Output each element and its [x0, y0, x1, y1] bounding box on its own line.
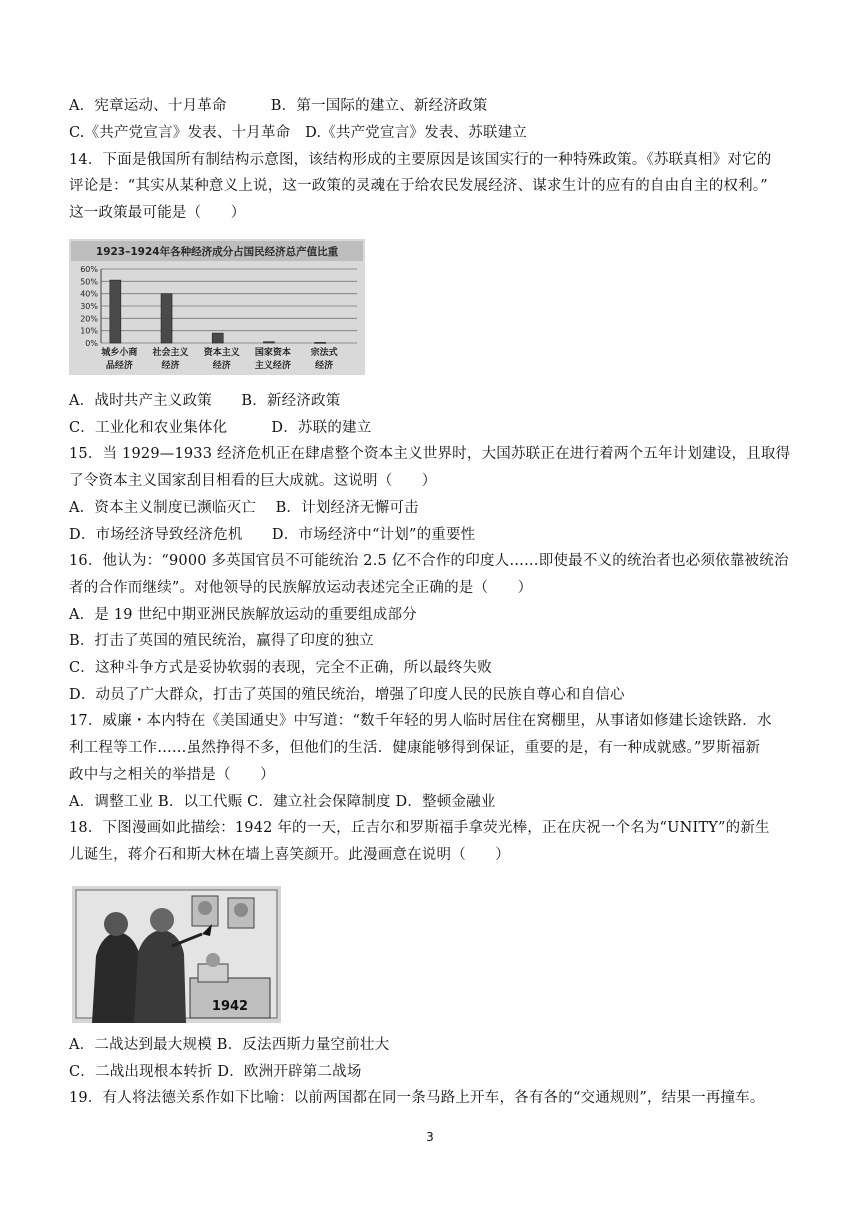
text-line: 18．下图漫画如此描绘：1942 年的一天，丘吉尔和罗斯福手拿荧光棒，正在庆祝一个名为“UNITY”的新生: [69, 820, 770, 836]
text-line: C.《共产党宣言》发表、十月革命 D.《共产党宣言》发表、苏联建立: [69, 125, 528, 141]
y-tick-label: 0%: [85, 339, 98, 348]
text-line: 了令资本主义国家刮目相看的巨大成就。这说明（ ）: [69, 473, 437, 489]
bar-2: [161, 294, 172, 343]
text-line: C．这种斗争方式是妥协软弱的表现，完全不正确，所以最终失败: [69, 660, 492, 676]
text-line: 14．下面是俄国所有制结构示意图，该结构形成的主要原因是该国实行的一种特殊政策。《苏联真相》对它的: [69, 152, 772, 168]
bar-1: [110, 280, 121, 343]
text-line: 利工程等工作……虽然挣得不多，但他们的生活．健康能够得到保证，重要的是，有一种成就感。”罗斯福新: [69, 740, 761, 756]
text-line: C．工业化和农业集体化 D．苏联的建立: [69, 420, 372, 436]
x-tick-label: 经济: [161, 361, 180, 371]
text-line: A．调整工业 B．以工代赈 C．建立社会保障制度 D．整顿金融业: [69, 794, 496, 810]
text-line: 15．当 1929—1933 经济危机正在肆虐整个资本主义世界时，大国苏联正在进行着两个五年计划建设，且取得: [69, 446, 791, 462]
y-tick-label: 20%: [80, 314, 98, 324]
text-line: 这一政策最可能是（ ）: [69, 205, 246, 221]
x-tick-label: 经济: [315, 361, 334, 371]
text-line: 评论是：“其实从某种意义上说，这一政策的灵魂在于给农民发展经济、谋求生计的应有的自由自主的权利。”: [69, 178, 768, 194]
text-line: 儿诞生，蒋介石和斯大林在墙上喜笑颜开。此漫画意在说明（ ）: [69, 847, 510, 863]
text-line: C．二战出现根本转折 D．欧洲开辟第二战场: [69, 1064, 362, 1080]
y-tick-label: 30%: [80, 302, 98, 311]
unity-cartoon: [72, 886, 281, 1023]
y-tick-label: 10%: [80, 326, 98, 336]
cartoon-caption: 1942: [211, 999, 249, 1014]
text-line: B．打击了英国的殖民统治，赢得了印度的独立: [69, 633, 374, 649]
text-line: D．动员了广大群众，打击了英国的殖民统治，增强了印度人民的民族自尊心和自信心: [69, 687, 625, 703]
text-line: A．战时共产主义政策 B．新经济政策: [69, 393, 341, 409]
x-tick-label: 国家资本: [254, 348, 291, 358]
bar-4: [263, 342, 274, 343]
bar-5: [315, 342, 326, 343]
x-tick-label: 社会主义: [152, 348, 189, 358]
text-line: 政中与之相关的举措是（ ）: [69, 767, 275, 783]
x-tick-label: 资本主义: [203, 348, 240, 358]
x-tick-label: 主义经济: [254, 361, 291, 371]
chart-title: 1923–1924年各种经济成分占国民经济总产值比重: [95, 246, 339, 258]
text-line: A．二战达到最大规模 B．反法西斯力量空前壮大: [69, 1037, 390, 1053]
x-tick-label: 城乡小商: [101, 348, 138, 358]
bar-3: [212, 333, 223, 343]
text-line: D．市场经济导致经济危机 D．市场经济中“计划”的重要性: [69, 527, 476, 543]
y-tick-label: 40%: [80, 289, 98, 299]
ownership-bar-chart: [69, 239, 365, 375]
x-tick-label: 经济: [212, 361, 231, 371]
y-tick-label: 60%: [80, 265, 98, 274]
chart-canvas: [69, 239, 365, 375]
text-line: 16．他认为：“9000 多英国官员不可能统治 2.5 亿不合作的印度人……即使最不义的统治者也必须依靠被统治: [69, 553, 789, 569]
text-line: 者的合作而继续”。对他领导的民族解放运动表述完全正确的是（ ）: [69, 580, 533, 596]
text-line: 17．威廉・本内特在《美国通史》中写道：“数千年轻的男人临时居住在窝棚里，从事诸如修建长途铁路．水: [69, 713, 772, 729]
text-line: A．资本主义制度已濒临灭亡 B．计划经济无懈可击: [69, 500, 419, 516]
x-tick-label: 品经济: [105, 361, 133, 371]
text-line: A．宪章运动、十月革命 B．第一国际的建立、新经济政策: [69, 98, 488, 114]
text-line: A．是 19 世纪中期亚洲民族解放运动的重要组成部分: [69, 607, 417, 623]
page-number: 3: [426, 1130, 434, 1144]
y-tick-label: 50%: [80, 277, 98, 287]
x-tick-label: 宗法式: [310, 348, 338, 358]
text-line: 19．有人将法德关系作如下比喻：以前两国都在同一条马路上开车，各有各的“交通规则”，结果一再撞车。: [69, 1090, 765, 1106]
